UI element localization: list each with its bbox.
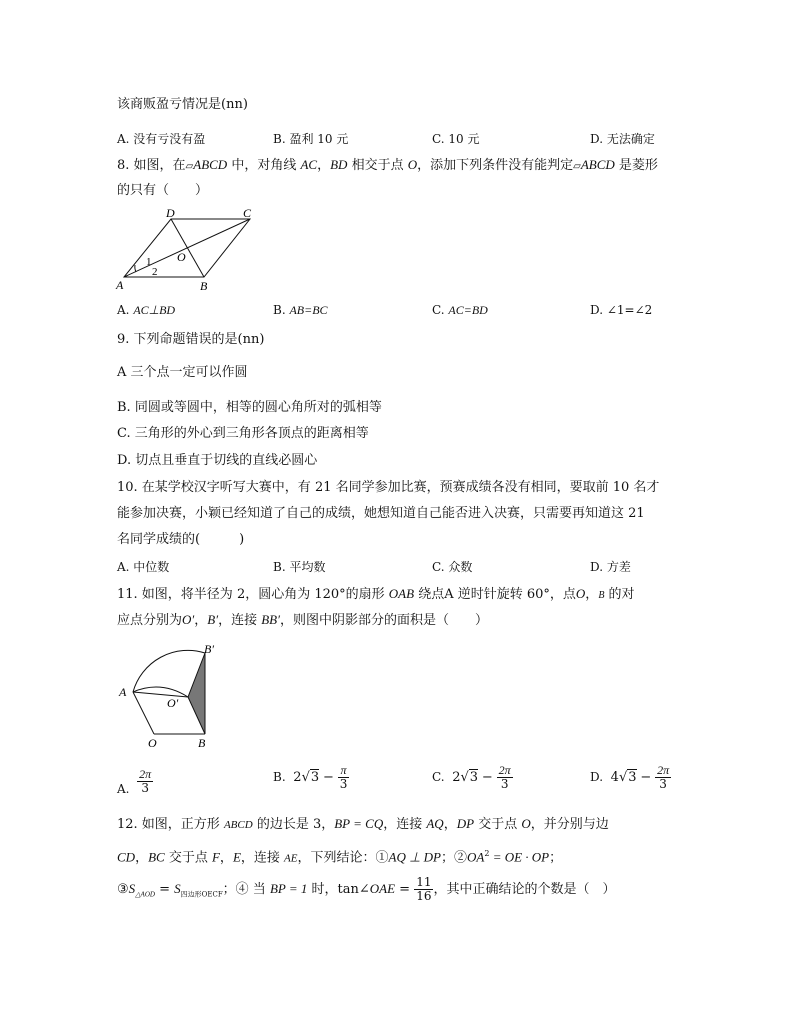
- q10-option-a: A. 中位数: [117, 560, 170, 574]
- q12-stem-line1: 12. 如图，正方形 ABCD 的边长是 3，BP = CQ，连接 AQ，DP 交于点 O，并分别与边: [117, 816, 609, 832]
- q10-option-b: B. 平均数: [273, 560, 326, 574]
- q11-label-a: A: [119, 685, 127, 699]
- q11-option-b: B. 2√3 − $\frac{\pi}{3}$: [273, 763, 348, 791]
- q10-option-d: D. 方差: [590, 560, 631, 574]
- q11-option-a-fraction: $\frac{2\pi}{3}$: [139, 767, 152, 795]
- q8-diagonal-bd: [171, 219, 204, 277]
- q10-stem-line1: 10. 在某学校汉字听写大赛中，有 21 名同学参加比赛，预赛成绩各没有相同，要取前 10 名才: [117, 480, 660, 495]
- q8-option-a: A. AC⊥BD: [117, 303, 176, 317]
- q8-label-d: D: [166, 206, 175, 220]
- q9-option-c: C. 三角形的外心到三角形各顶点的距离相等: [117, 426, 369, 441]
- q9-stem: 9. 下列命题错误的是(nn): [117, 332, 265, 347]
- q8-angle-arc: [135, 265, 136, 272]
- q8-figure: [114, 205, 264, 293]
- q9-option-a: A 三个点一定可以作圆: [117, 365, 248, 380]
- q11-label-b: B: [198, 736, 206, 750]
- q8-label-2: 2: [152, 266, 158, 278]
- parallelogram-icon: ▱: [573, 161, 581, 172]
- q12-stem-line3: $③S_{\triangle AOD} = S_{四边形OECF}$；④ 当 BP = 1 时，tan∠OAE = $\frac{11}{16}$ ，其中正确结论的个数是（ ）: [117, 875, 616, 903]
- q11-option-a: A. $\frac{2\pi}{3}$: [117, 767, 152, 796]
- q11-shaded-region: [188, 653, 205, 734]
- q11-option-d: D. 4√3 − $\frac{2\pi}{3}$: [590, 763, 670, 791]
- q11-inner-arc: [133, 687, 188, 697]
- q11-option-c-fraction: $\frac{2\pi}{3}$: [498, 763, 511, 791]
- q7-option-d: D. 无法确定: [590, 132, 655, 146]
- q11-segment-ao: [133, 692, 154, 734]
- q8-option-b: B. AB=BC: [273, 303, 328, 317]
- q8-option-c: C. AC=BD: [432, 303, 488, 317]
- q11-label-o: O: [148, 736, 157, 750]
- q7-option-c: C. 10 元: [432, 132, 480, 146]
- q10-option-c: C. 众数: [432, 560, 473, 574]
- q11-label-o-prime: O′: [167, 696, 179, 710]
- q12-stem-line2: CD，BC 交于点 F，E，连接 AE，下列结论：①AQ ⊥ DP；$②OA^2$ = OE · OP；: [117, 849, 563, 866]
- q8-option-d: D. ∠1=∠2: [590, 303, 653, 317]
- parallelogram-icon: ▱: [185, 161, 194, 172]
- q9-option-d: D. 切点且垂直于切线的直线必圆心: [117, 453, 318, 468]
- q8-stem-line1: 8. 如图，在▱ABCD 中，对角线 AC，BD 相交于点 O，添加下列条件没有能判定▱ABCD 是菱形: [117, 157, 658, 173]
- q11-option-b-fraction: $\frac{\pi}{3}$: [339, 763, 348, 791]
- q11-option-d-fraction: $\frac{2\pi}{3}$: [657, 763, 670, 791]
- q11-stem-line1: 11. 如图，将半径为 2，圆心角为 120°的扇形 OAB 绕点A 逆时针旋转 60°，点O，B 的对: [117, 586, 635, 602]
- q11-label-b-prime: B′: [204, 642, 214, 656]
- q8-label-a: A: [116, 278, 124, 292]
- q10-stem-line3: 名同学成绩的( ): [117, 532, 245, 547]
- q11-option-c: C. 2√3 − $\frac{2\pi}{3}$: [432, 763, 511, 791]
- q8-label-1: 1: [146, 256, 152, 268]
- q8-label-o: O: [177, 250, 186, 264]
- q8-stem-line2: 的只有（ ）: [117, 183, 209, 198]
- q8-label-c: C: [243, 206, 252, 220]
- q7-option-a: A. 没有亏没有盈: [117, 132, 206, 146]
- q7-tail: 该商贩盈亏情况是(nn): [117, 97, 248, 112]
- q11-stem-line2: 应点分别为O′，B′，连接 BB′，则图中阴影部分的面积是（ ）: [117, 612, 488, 628]
- q10-stem-line2: 能参加决赛，小颖已经知道了自己的成绩，她想知道自己能否进入决赛，只需要再知道这 21: [117, 506, 645, 521]
- q7-option-b: B. 盈利 10 元: [273, 132, 349, 146]
- q12-tan-fraction: $\frac{11}{16}$: [416, 875, 432, 903]
- q11-figure: [116, 642, 226, 752]
- q9-option-b: B. 同圆或等圆中，相等的圆心角所对的弧相等: [117, 400, 382, 415]
- q8-label-b: B: [200, 279, 208, 293]
